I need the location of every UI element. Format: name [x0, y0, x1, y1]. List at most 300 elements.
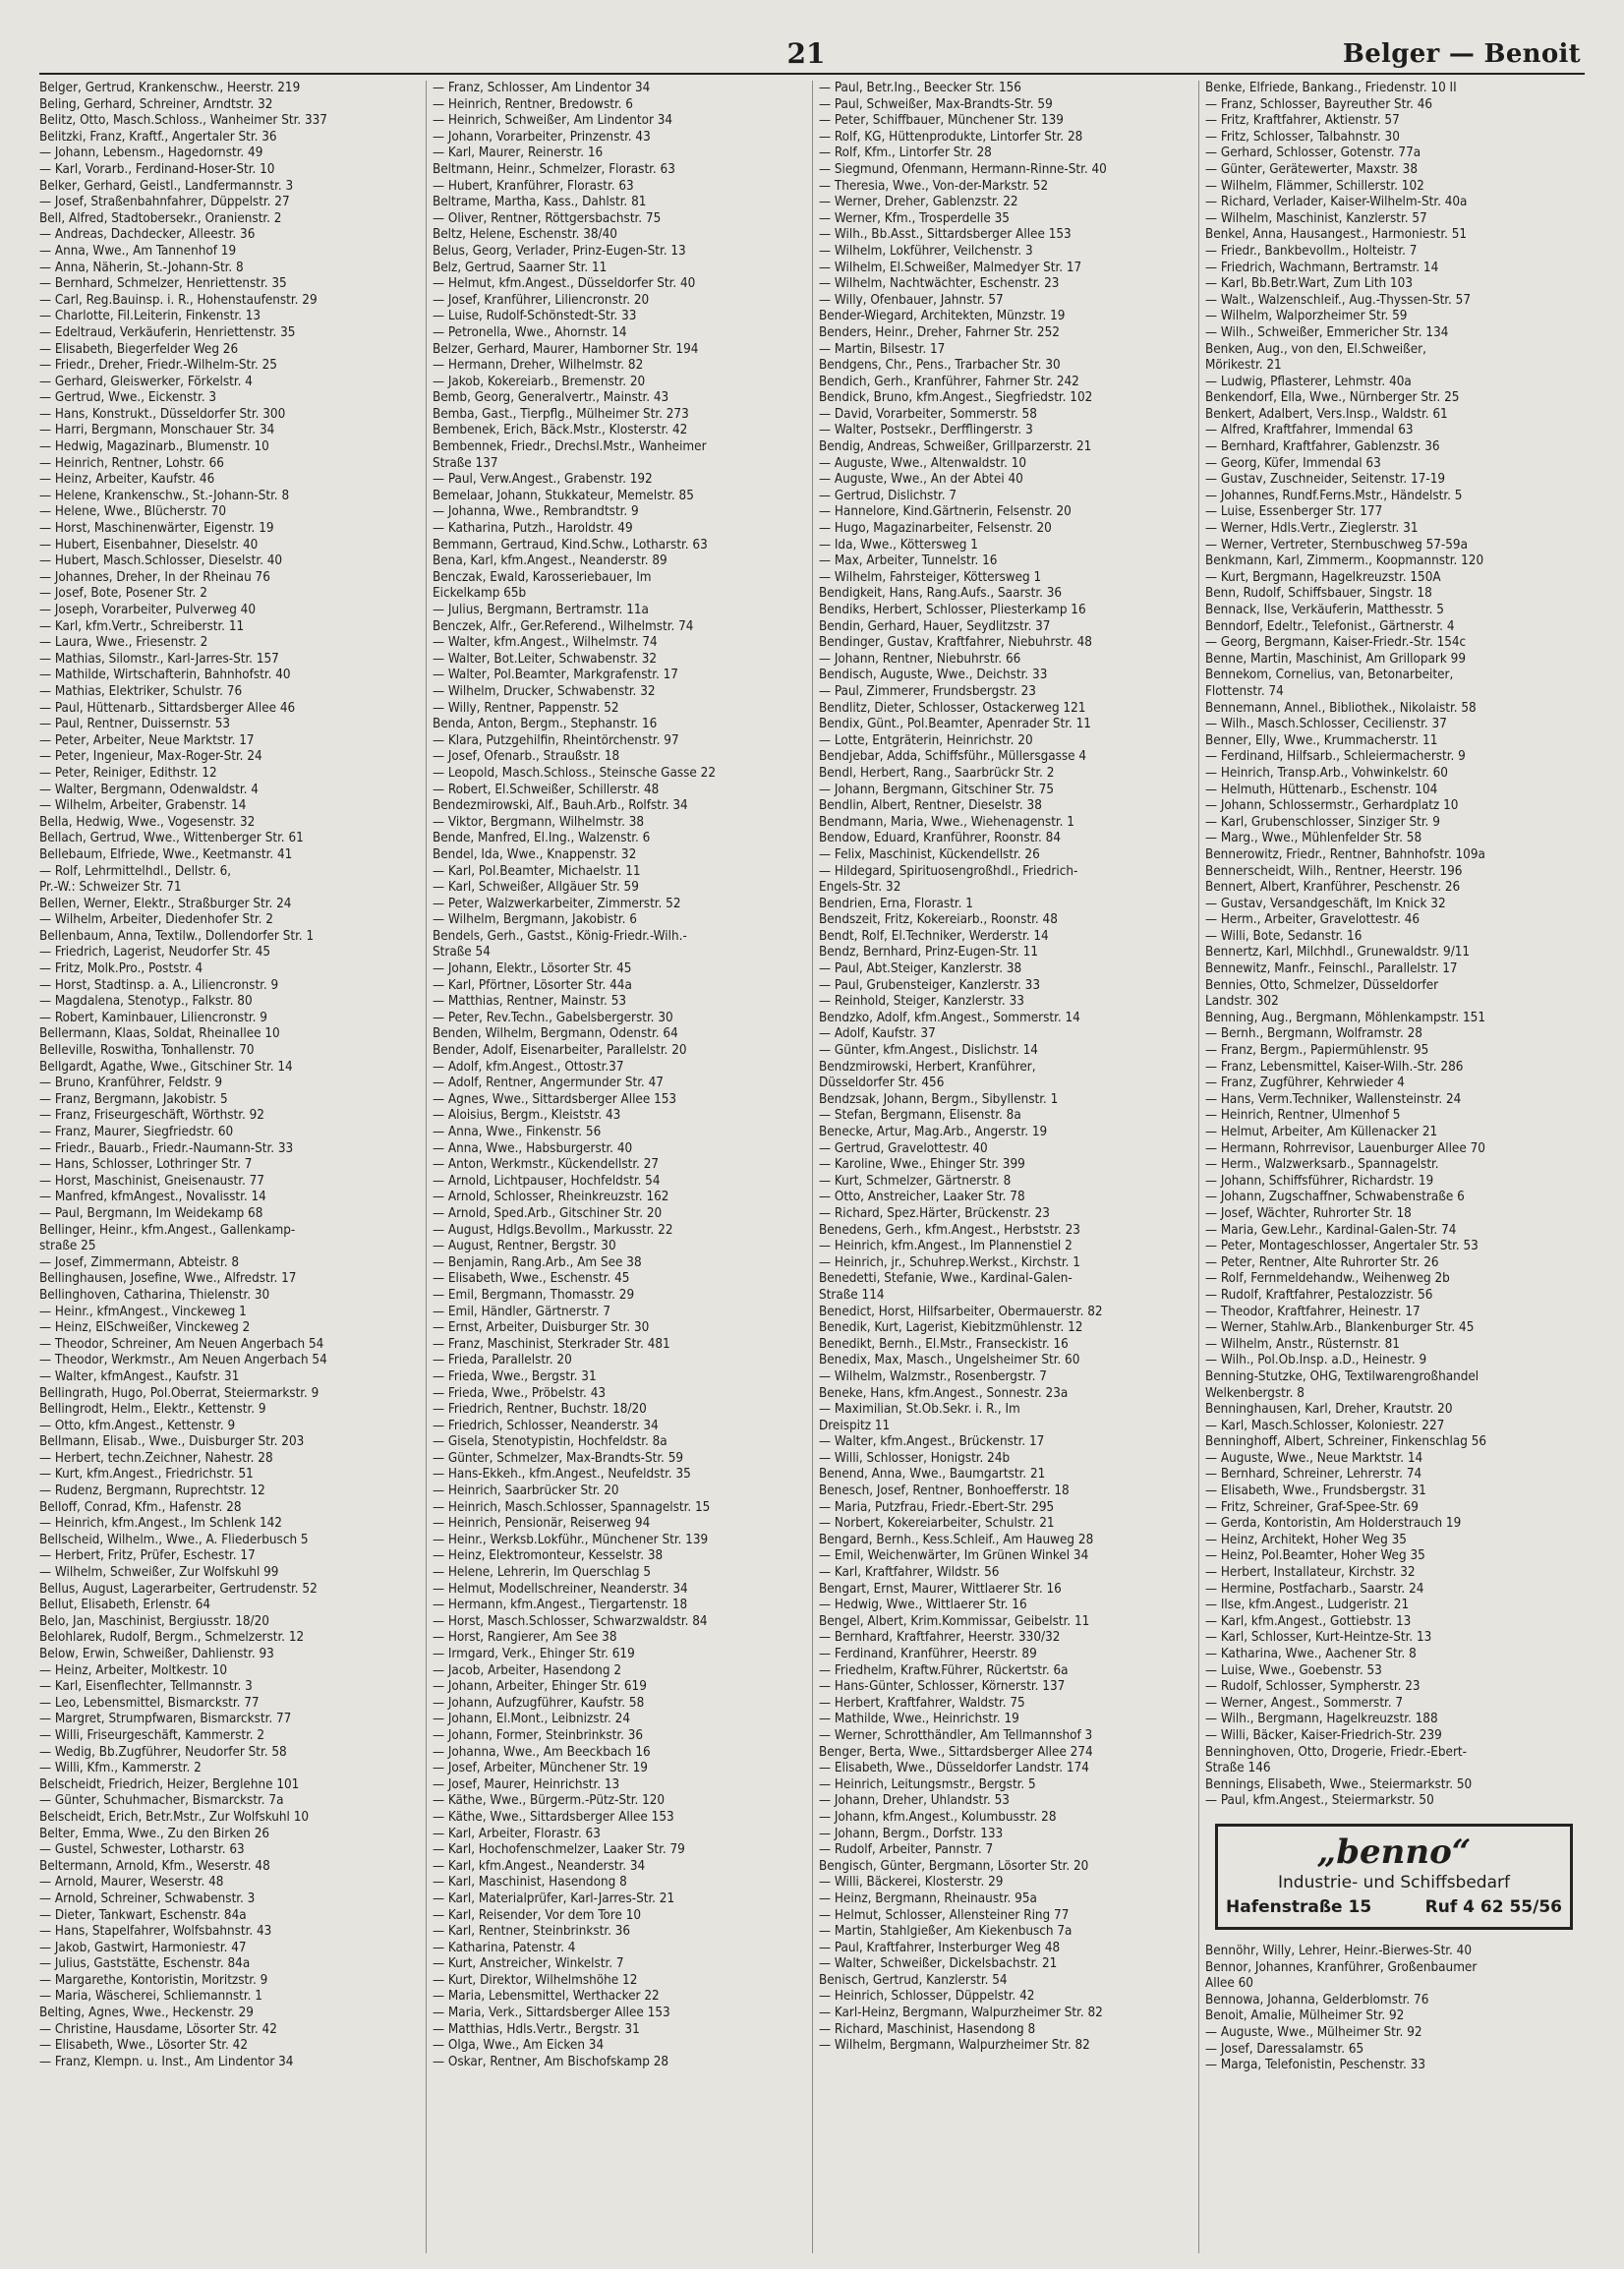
- directory-entry: — Lotte, Entgräterin, Heinrichstr. 20: [819, 732, 1033, 748]
- directory-entry: — Anton, Werkmstr., Kückendellstr. 27: [433, 1157, 660, 1173]
- directory-entry: — Arnold, Schlosser, Rheinkreuzstr. 162: [433, 1190, 669, 1205]
- directory-entry: — Charlotte, Fil.Leiterin, Finkenstr. 13: [39, 309, 261, 324]
- directory-entry: Bendzmirowski, Herbert, Kranführer,: [819, 1059, 1036, 1075]
- directory-entry: Benninghoven, Otto, Drogerie, Friedr.-Ebert-: [1205, 1744, 1467, 1760]
- directory-entry: — Wilhelm, Bergmann, Jakobistr. 6: [433, 912, 637, 928]
- directory-entry: — Franz, Schlosser, Am Lindentor 34: [433, 81, 651, 95]
- directory-entry: Bendlin, Albert, Rentner, Dieselstr. 38: [819, 798, 1042, 814]
- directory-entry: — Karl, Materialprüfer, Karl-Jarres-Str. 21: [433, 1891, 675, 1906]
- directory-entry: Benke, Elfriede, Bankang., Friedenstr. 10 II: [1205, 81, 1457, 95]
- running-header: Belger — Benoit: [1342, 39, 1581, 69]
- directory-entry: — Marga, Telefonistin, Peschenstr. 33: [1205, 2058, 1426, 2073]
- directory-entry: Benczak, Ewald, Karosseriebauer, Im: [433, 569, 652, 585]
- directory-entry: Engels-Str. 32: [819, 880, 901, 896]
- directory-entry: — Auguste, Wwe., Neue Marktstr. 14: [1205, 1450, 1423, 1466]
- directory-entry: Beltermann, Arnold, Kfm., Weserstr. 48: [39, 1858, 270, 1874]
- directory-entry: — Josef, Maurer, Heinrichstr. 13: [433, 1776, 620, 1792]
- directory-entry: — Heinr., Werksb.Lokführ., Münchener Str. 139: [433, 1532, 709, 1547]
- directory-entry: — Karl, Eisenflechter, Tellmannstr. 3: [39, 1679, 253, 1695]
- directory-entry: — Horst, Stadtinsp. a. A., Liliencronstr. 9: [39, 977, 279, 993]
- directory-entry: — Wilhelm, Walzmstr., Rosenbergstr. 7: [819, 1368, 1047, 1384]
- column-3: [812, 81, 1198, 2253]
- directory-entry: — Franz, Maschinist, Sterkrader Str. 481: [433, 1336, 670, 1352]
- directory-entry: — Peter, Rev.Techn., Gabelsbergerstr. 30: [433, 1010, 673, 1025]
- page-number: 21: [786, 37, 826, 70]
- directory-entry: Belo, Jan, Maschinist, Bergiusstr. 18/20: [39, 1613, 269, 1629]
- directory-entry: — Horst, Rangierer, Am See 38: [433, 1630, 617, 1646]
- directory-entry: — Günter, Schuhmacher, Bismarckstr. 7a: [39, 1793, 284, 1809]
- directory-entry: — Paul, Schweißer, Max-Brandts-Str. 59: [819, 96, 1053, 112]
- directory-entry: Belus, Georg, Verlader, Prinz-Eugen-Str. 13: [433, 243, 686, 259]
- directory-entry: Bengart, Ernst, Maurer, Wittlaerer Str. 16: [819, 1581, 1062, 1597]
- directory-entry: — Heinr., kfmAngest., Vinckeweg 1: [39, 1304, 247, 1319]
- directory-entry: Benisch, Gertrud, Kanzlerstr. 54: [819, 1972, 1008, 1988]
- directory-entry: — Theodor, Werkmstr., Am Neuen Angerbach 54: [39, 1353, 327, 1368]
- directory-entry: Bendisch, Auguste, Wwe., Deichstr. 33: [819, 668, 1048, 683]
- directory-entry: — Bruno, Kranführer, Feldstr. 9: [39, 1076, 223, 1091]
- directory-entry: — Karl, Hochofenschmelzer, Laaker Str. 79: [433, 1842, 685, 1858]
- directory-entry: Flottenstr. 74: [1205, 683, 1284, 699]
- directory-entry: — Richard, Verlader, Kaiser-Wilhelm-Str. 40a: [1205, 195, 1468, 210]
- directory-entry: — Heinrich, jr., Schuhrep.Werkst., Kirchstr. 1: [819, 1254, 1080, 1270]
- directory-entry: — Julius, Bergmann, Bertramstr. 11a: [433, 603, 649, 617]
- directory-entry: Beneke, Hans, kfm.Angest., Sonnestr. 23a: [819, 1385, 1069, 1401]
- directory-entry: — Karl-Heinz, Bergmann, Walpurzheimer Str. 82: [819, 2006, 1103, 2021]
- directory-entry: Straße 146: [1205, 1761, 1271, 1776]
- directory-entry: — Hans, Konstrukt., Düsseldorfer Str. 300: [39, 406, 286, 422]
- directory-entry: — Werner, Vertreter, Sternbuschweg 57-59a: [1205, 537, 1468, 553]
- directory-entry: — Luise, Wwe., Goebenstr. 53: [1205, 1662, 1382, 1678]
- directory-entry: — Wilh., Bb.Asst., Sittardsberger Allee 153: [819, 227, 1072, 243]
- directory-entry: — Wilhelm, Lokführer, Veilchenstr. 3: [819, 243, 1033, 259]
- directory-entry: — Oskar, Rentner, Am Bischofskamp 28: [433, 2054, 669, 2069]
- directory-entry: — Gertrud, Dislichstr. 7: [819, 488, 957, 503]
- directory-entry: — Matthias, Rentner, Mainstr. 53: [433, 994, 627, 1010]
- directory-entry: — Karl, Maschinist, Hasendong 8: [433, 1875, 627, 1891]
- directory-entry: Bende, Manfred, El.Ing., Walzenstr. 6: [433, 831, 651, 846]
- directory-entry: — Alfred, Kraftfahrer, Immendal 63: [1205, 423, 1414, 438]
- directory-entry: Benend, Anna, Wwe., Baumgartstr. 21: [819, 1467, 1046, 1483]
- directory-entry: — Elisabeth, Biegerfelder Weg 26: [39, 341, 239, 357]
- directory-entry: — Heinz, Arbeiter, Kaufstr. 46: [39, 472, 215, 488]
- directory-entry: — Frieda, Wwe., Pröbelstr. 43: [433, 1385, 607, 1401]
- directory-entry: — Walter, Bot.Leiter, Schwabenstr. 32: [433, 651, 658, 667]
- directory-entry: Bendick, Bruno, kfm.Angest., Siegfriedstr. 102: [819, 390, 1093, 406]
- directory-entry: — Willi, Bäcker, Kaiser-Friedrich-Str. 239: [1205, 1727, 1442, 1743]
- directory-entry: Bendlitz, Dieter, Schlosser, Ostackerweg 121: [819, 700, 1086, 716]
- directory-entry: — Paul, Abt.Steiger, Kanzlerstr. 38: [819, 961, 1022, 977]
- directory-entry: — Frieda, Wwe., Bergstr. 31: [433, 1368, 597, 1384]
- directory-entry: — Friedrich, Schlosser, Neanderstr. 34: [433, 1418, 659, 1433]
- directory-entry: Bendich, Gerh., Kranführer, Fahrner Str. 242: [819, 374, 1079, 389]
- directory-entry: — Elisabeth, Wwe., Düsseldorfer Landstr. 174: [819, 1761, 1089, 1776]
- directory-entry: — Rudolf, Kraftfahrer, Pestalozzistr. 56: [1205, 1287, 1433, 1303]
- directory-entry: — Heinrich, Leitungsmstr., Bergstr. 5: [819, 1776, 1036, 1792]
- directory-entry: Bendgens, Chr., Pens., Trarbacher Str. 30: [819, 358, 1061, 374]
- directory-entry: — Martin, Stahlgießer, Am Kiekenbusch 7a: [819, 1924, 1073, 1940]
- directory-entry: — Wilhelm, Schweißer, Zur Wolfskuhl 99: [39, 1565, 279, 1581]
- directory-entry: — Willy, Ofenbauer, Jahnstr. 57: [819, 292, 1004, 308]
- directory-entry: — Peter, Reiniger, Edithstr. 12: [39, 765, 217, 781]
- directory-entry: — Wilh., Masch.Schlosser, Cecilienstr. 37: [1205, 717, 1447, 732]
- directory-entry: Benning, Aug., Bergmann, Möhlenkampstr. 151: [1205, 1010, 1485, 1025]
- directory-entry: Bendigkeit, Hans, Rang.Aufs., Saarstr. 36: [819, 586, 1063, 602]
- directory-entry: — Frieda, Parallelstr. 20: [433, 1353, 572, 1368]
- directory-entry: — Edeltraud, Verkäuferin, Henriettenstr. 35: [39, 324, 296, 340]
- directory-entry: — Horst, Maschinenwärter, Eigenstr. 19: [39, 521, 274, 537]
- directory-entry: — Walter, kfm.Angest., Wilhelmstr. 74: [433, 635, 658, 651]
- directory-entry: — Helmut, Schlosser, Allensteiner Ring 77: [819, 1907, 1070, 1923]
- directory-entry: — Gerda, Kontoristin, Am Holderstrauch 19: [1205, 1516, 1462, 1532]
- directory-entry: — Maria, Lebensmittel, Werthacker 22: [433, 1989, 660, 2005]
- directory-entry: — Herbert, Kraftfahrer, Waldstr. 75: [819, 1695, 1025, 1711]
- directory-entry: — Friedr., Dreher, Friedr.-Wilhelm-Str. 25: [39, 358, 277, 374]
- ad-address: Hafenstraße 15: [1226, 1896, 1372, 1917]
- directory-entry: — Gertrud, Wwe., Eickenstr. 3: [39, 390, 217, 406]
- directory-entry: Benczek, Alfr., Ger.Referend., Wilhelmstr. 74: [433, 618, 694, 634]
- directory-entry: — Hannelore, Kind.Gärtnerin, Felsenstr. 20: [819, 504, 1072, 520]
- directory-entry: Straße 137: [433, 455, 498, 471]
- directory-entry: — Paul, Kraftfahrer, Insterburger Weg 48: [819, 1940, 1061, 1955]
- directory-entry: Bennies, Otto, Schmelzer, Düsseldorfer: [1205, 977, 1439, 993]
- directory-entry: — Willy, Rentner, Pappenstr. 52: [433, 700, 619, 716]
- directory-entry: Dreispitz 11: [819, 1418, 891, 1433]
- directory-entry: — Otto, kfm.Angest., Kettenstr. 9: [39, 1418, 236, 1433]
- directory-entry: — Heinrich, kfm.Angest., Im Plannenstiel 2: [819, 1239, 1073, 1254]
- directory-entry: Pr.-W.: Schweizer Str. 71: [39, 880, 182, 896]
- directory-entry: — Wilh., Schweißer, Emmericher Str. 134: [1205, 324, 1449, 340]
- directory-entry: — Paul, Zimmerer, Frundsbergstr. 23: [819, 683, 1036, 699]
- directory-entry: — Luise, Essenberger Str. 177: [1205, 504, 1383, 520]
- directory-entry: — Katharina, Patenstr. 4: [433, 1940, 576, 1955]
- directory-entry: — Wilhelm, Flämmer, Schillerstr. 102: [1205, 178, 1424, 194]
- directory-entry: Bembennek, Friedr., Drechsl.Mstr., Wanheimer: [433, 439, 707, 455]
- directory-entry: — Karl, Vorarb., Ferdinand-Hoser-Str. 10: [39, 161, 275, 177]
- directory-entry: — Heinz, Arbeiter, Moltkestr. 10: [39, 1662, 228, 1678]
- directory-entry: — Anna, Wwe., Am Tannenhof 19: [39, 243, 237, 259]
- directory-entry: — Karl, Arbeiter, Florastr. 63: [433, 1826, 601, 1841]
- directory-entry: — Magdalena, Stenotyp., Falkstr. 80: [39, 994, 253, 1010]
- directory-entry: — Elisabeth, Wwe., Lösorter Str. 42: [39, 2038, 248, 2054]
- directory-entry: Landstr. 302: [1205, 994, 1279, 1010]
- directory-entry: — Heinz, Pol.Beamter, Hoher Weg 35: [1205, 1548, 1425, 1564]
- directory-entry: — Arnold, Sped.Arb., Gitschiner Str. 20: [433, 1205, 663, 1221]
- directory-entry: — Emil, Bergmann, Thomasstr. 29: [433, 1287, 635, 1303]
- directory-entry: Belloff, Conrad, Kfm., Hafenstr. 28: [39, 1499, 242, 1515]
- directory-entry: — Peter, Ingenieur, Max-Roger-Str. 24: [39, 749, 262, 765]
- directory-entry: — Johann, kfm.Angest., Kolumbusstr. 28: [819, 1809, 1057, 1825]
- directory-entry: — Franz, Zugführer, Kehrwieder 4: [1205, 1076, 1405, 1091]
- directory-entry: — Andreas, Dachdecker, Alleestr. 36: [39, 227, 256, 243]
- directory-entry: — Ida, Wwe., Köttersweg 1: [819, 537, 978, 553]
- directory-entry: — Auguste, Wwe., Altenwaldstr. 10: [819, 455, 1027, 471]
- directory-entry: — Herbert, techn.Zeichner, Nahestr. 28: [39, 1450, 273, 1466]
- directory-entry: Mörikestr. 21: [1205, 358, 1282, 374]
- directory-entry: — Mathilde, Wwe., Heinrichstr. 19: [819, 1712, 1019, 1727]
- directory-entry: — Karl, Bb.Betr.Wart, Zum Lith 103: [1205, 276, 1413, 292]
- directory-entry: — Friedhelm, Kraftw.Führer, Rückertstr. 6a: [819, 1662, 1069, 1678]
- directory-entry: — Richard, Maschinist, Hasendong 8: [819, 2021, 1036, 2037]
- directory-entry: — Maria, Wäscherei, Schliemannstr. 1: [39, 1989, 262, 2005]
- directory-entry: — Gustav, Versandgeschäft, Im Knick 32: [1205, 896, 1446, 911]
- directory-entry: Benkel, Anna, Hausangest., Harmoniestr. 51: [1205, 227, 1468, 243]
- directory-entry: Bendinger, Gustav, Kraftfahrer, Niebuhrstr. 48: [819, 635, 1092, 651]
- directory-entry: Bellgardt, Agathe, Wwe., Gitschiner Str. 14: [39, 1059, 293, 1075]
- directory-entry: — Hubert, Eisenbahner, Dieselstr. 40: [39, 537, 259, 553]
- directory-entry: — Rudolf, Schlosser, Sympherstr. 23: [1205, 1679, 1421, 1695]
- directory-entry: — Kurt, kfm.Angest., Friedrichstr. 51: [39, 1467, 254, 1483]
- directory-entry: — Friedr., Bankbevollm., Holteistr. 7: [1205, 243, 1418, 259]
- directory-entry: — Gisela, Stenotypistin, Hochfeldstr. 8a: [433, 1434, 667, 1450]
- directory-entry: — August, Rentner, Bergstr. 30: [433, 1239, 616, 1254]
- directory-entry: — Emil, Weichenwärter, Im Grünen Winkel 34: [819, 1548, 1089, 1564]
- directory-entry: Bendszeit, Fritz, Kokereiarb., Roonstr. 48: [819, 912, 1058, 928]
- directory-entry: — Robert, Kaminbauer, Liliencronstr. 9: [39, 1010, 267, 1025]
- directory-entry: — Felix, Maschinist, Kückendellstr. 26: [819, 846, 1040, 862]
- directory-entry: — Martin, Bilsestr. 17: [819, 341, 946, 357]
- directory-entry: Benedix, Max, Masch., Ungelsheimer Str. 60: [819, 1353, 1080, 1368]
- directory-entry: — Georg, Küfer, Immendal 63: [1205, 455, 1381, 471]
- directory-entry: — Helmut, Arbeiter, Am Küllenacker 21: [1205, 1125, 1438, 1139]
- directory-entry: — Karl, Pol.Beamter, Michaelstr. 11: [433, 863, 641, 879]
- directory-entry: — Johann, Aufzugführer, Kaufstr. 58: [433, 1695, 645, 1711]
- directory-entry: — Johann, Vorarbeiter, Prinzenstr. 43: [433, 129, 651, 145]
- directory-entry: Bendels, Gerh., Gastst., König-Friedr.-Wilh.-: [433, 928, 687, 944]
- column-4-entries: [1205, 81, 1579, 1810]
- directory-entry: Beltrame, Martha, Kass., Dahlstr. 81: [433, 195, 647, 210]
- directory-entry: — Rolf, Kfm., Lintorfer Str. 28: [819, 145, 992, 161]
- directory-entry: Düsseldorfer Str. 456: [819, 1076, 945, 1091]
- directory-entry: — Rudenz, Bergmann, Ruprechtstr. 12: [39, 1484, 265, 1499]
- directory-entry: Bendrien, Erna, Florastr. 1: [819, 896, 973, 911]
- directory-entry: — Helmuth, Hüttenarb., Eschenstr. 104: [1205, 782, 1438, 797]
- directory-entry: — Peter, Montageschlosser, Angertaler Str. 53: [1205, 1239, 1479, 1254]
- directory-entry: — Petronella, Wwe., Ahornstr. 14: [433, 324, 627, 340]
- directory-entry: — Jakob, Kokereiarb., Bremenstr. 20: [433, 374, 646, 389]
- directory-entry: — Karl, Schlosser, Kurt-Heintze-Str. 13: [1205, 1630, 1432, 1646]
- directory-entry: — Josef, Kranführer, Liliencronstr. 20: [433, 292, 650, 308]
- directory-entry: — Heinrich, Rentner, Bredowstr. 6: [433, 96, 633, 112]
- directory-entry: — Josef, Wächter, Ruhrorter Str. 18: [1205, 1205, 1412, 1221]
- directory-entry: Bennewitz, Manfr., Feinschl., Parallelstr. 17: [1205, 961, 1458, 977]
- directory-entry: — Helmut, Modellschreiner, Neanderstr. 34: [433, 1581, 688, 1597]
- directory-entry: Bendezmirowski, Alf., Bauh.Arb., Rolfstr. 34: [433, 798, 688, 814]
- directory-entry: — Ferdinand, Kranführer, Heerstr. 89: [819, 1647, 1037, 1661]
- directory-entry: Benedict, Horst, Hilfsarbeiter, Obermauerstr. 82: [819, 1304, 1103, 1319]
- directory-entry: — Walter, Postsekr., Derfflingerstr. 3: [819, 423, 1033, 438]
- directory-entry: — Heinrich, Schweißer, Am Lindentor 34: [433, 113, 673, 129]
- directory-entry: — Helene, Lehrerin, Im Querschlag 5: [433, 1565, 651, 1581]
- directory-entry: Belz, Gertrud, Saarner Str. 11: [433, 260, 608, 275]
- directory-entry: — Peter, Rentner, Alte Ruhrorter Str. 26: [1205, 1254, 1439, 1270]
- directory-entry: — Rolf, Fernmeldehandw., Weihenweg 2b: [1205, 1271, 1450, 1287]
- directory-entry: — Laura, Wwe., Friesenstr. 2: [39, 635, 208, 651]
- directory-entry: — Gustel, Schwester, Lotharstr. 63: [39, 1842, 245, 1858]
- directory-entry: — Karl, Grubenschlosser, Sinziger Str. 9: [1205, 814, 1440, 830]
- directory-entry: Bendow, Eduard, Kranführer, Roonstr. 84: [819, 831, 1062, 846]
- directory-entry: Bengard, Bernh., Kess.Schleif., Am Hauweg 28: [819, 1532, 1094, 1547]
- directory-entry: — Wilhelm, El.Schweißer, Malmedyer Str. 17: [819, 260, 1082, 275]
- directory-entry: — Karl, kfm.Vertr., Schreiberstr. 11: [39, 618, 245, 634]
- directory-entry: — Wilh., Bergmann, Hagelkreuzstr. 188: [1205, 1712, 1438, 1727]
- directory-entry: — Margarethe, Kontoristin, Moritzstr. 9: [39, 1972, 268, 1988]
- directory-entry: — Heinrich, Rentner, Lohstr. 66: [39, 455, 224, 471]
- directory-entry: — Auguste, Wwe., Mülheimer Str. 92: [1205, 2024, 1422, 2040]
- directory-entry: — Karl, Maurer, Reinerstr. 16: [433, 145, 604, 161]
- directory-entry: Bemb, Georg, Generalvertr., Mainstr. 43: [433, 390, 669, 406]
- directory-entry: — Anna, Wwe., Habsburgerstr. 40: [433, 1140, 633, 1156]
- directory-entry: — Klara, Putzgehilfin, Rheintörchenstr. 97: [433, 732, 679, 748]
- directory-entry: Belker, Gerhard, Geistl., Landfermannstr. 3: [39, 178, 294, 194]
- directory-entry: — Werner, Kfm., Trosperdelle 35: [819, 210, 1010, 226]
- directory-entry: Benning-Stutzke, OHG, Textilwarengroßhandel: [1205, 1368, 1479, 1384]
- directory-entry: Welkenbergstr. 8: [1205, 1385, 1305, 1401]
- directory-entry: — Johannes, Rundf.Ferns.Mstr., Händelstr. 5: [1205, 488, 1463, 503]
- directory-entry: — Wilhelm, Bergmann, Walpurzheimer Str. 82: [819, 2038, 1090, 2054]
- directory-entry: — Josef, Arbeiter, Münchener Str. 19: [433, 1761, 648, 1776]
- directory-entry: — Johann, El.Mont., Leibnizstr. 24: [433, 1712, 631, 1727]
- directory-entry: — Theodor, Schreiner, Am Neuen Angerbach 54: [39, 1336, 324, 1352]
- directory-entry: — Maria, Verk., Sittardsberger Allee 153: [433, 2006, 670, 2021]
- directory-entry: — Walter, Pol.Beamter, Markgrafenstr. 17: [433, 668, 678, 683]
- directory-entry: Bennowa, Johanna, Gelderblomstr. 76: [1205, 1992, 1429, 2007]
- directory-entry: Bendin, Gerhard, Hauer, Seydlitzstr. 37: [819, 618, 1051, 634]
- directory-entry: — Heinrich, kfm.Angest., Im Schlenk 142: [39, 1516, 282, 1532]
- directory-entry: — Peter, Schiffbauer, Münchener Str. 139: [819, 113, 1064, 129]
- directory-entry: — Walter, kfmAngest., Kaufstr. 31: [39, 1368, 240, 1384]
- directory-entry: — Käthe, Wwe., Bürgerm.-Pütz-Str. 120: [433, 1793, 666, 1809]
- directory-entry: — Wilhelm, Walporzheimer Str. 59: [1205, 309, 1408, 324]
- directory-entry: Belitz, Otto, Masch.Schloss., Wanheimer Str. 337: [39, 113, 327, 129]
- directory-entry: Bellebaum, Elfriede, Wwe., Keetmanstr. 41: [39, 846, 293, 862]
- directory-entry: Benders, Heinr., Dreher, Fahrner Str. 252: [819, 324, 1060, 340]
- directory-entry: Belger, Gertrud, Krankenschw., Heerstr. 219: [39, 81, 301, 95]
- directory-entry: — Siegmund, Ofenmann, Hermann-Rinne-Str. 40: [819, 161, 1107, 177]
- directory-entry: Bellenbaum, Anna, Textilw., Dollendorfer Str. 1: [39, 928, 315, 944]
- directory-entry: Bendmann, Maria, Wwe., Wiehenagenstr. 1: [819, 814, 1074, 830]
- directory-entry: — Mathias, Silomstr., Karl-Jarres-Str. 157: [39, 651, 279, 667]
- directory-entry: — Carl, Reg.Bauinsp. i. R., Hohenstaufenstr. 29: [39, 292, 318, 308]
- directory-entry: Benesch, Josef, Rentner, Bonhoefferstr. 18: [819, 1484, 1070, 1499]
- directory-entry: — Karl, kfm.Angest., Gottiebstr. 13: [1205, 1613, 1412, 1629]
- directory-entry: Beling, Gerhard, Schreiner, Arndtstr. 32: [39, 96, 273, 112]
- directory-entry: — Max, Arbeiter, Tunnelstr. 16: [819, 553, 998, 569]
- directory-entry: — Wilhelm, Arbeiter, Grabenstr. 14: [39, 798, 247, 814]
- directory-entry: — Hans, Verm.Techniker, Wallensteinstr. 24: [1205, 1091, 1462, 1107]
- directory-entry: Bembenek, Erich, Bäck.Mstr., Klosterstr. 42: [433, 423, 688, 438]
- directory-entry: — Elisabeth, Wwe., Frundsbergstr. 31: [1205, 1484, 1426, 1499]
- directory-entry: — Paul, Betr.Ing., Beecker Str. 156: [819, 81, 1021, 95]
- directory-entry: — Hedwig, Magazinarb., Blumenstr. 10: [39, 439, 269, 455]
- directory-entry: — Franz, Klempn. u. Inst., Am Lindentor 34: [39, 2054, 294, 2069]
- directory-entry: — Katharina, Putzh., Haroldstr. 49: [433, 521, 633, 537]
- directory-entry: straße 25: [39, 1239, 96, 1254]
- directory-entry: — David, Vorarbeiter, Sommerstr. 58: [819, 406, 1037, 422]
- directory-entry: Belzer, Gerhard, Maurer, Hamborner Str. 194: [433, 341, 699, 357]
- column-1: [39, 81, 426, 2253]
- ad-phone: Ruf 4 62 55/56: [1424, 1896, 1562, 1917]
- directory-entry: — Heinrich, Transp.Arb., Vohwinkelstr. 60: [1205, 765, 1448, 781]
- directory-entry: Benoit, Amalie, Mülheimer Str. 92: [1205, 2008, 1405, 2024]
- directory-entry: Benninghoff, Albert, Schreiner, Finkenschlag 56: [1205, 1434, 1487, 1450]
- directory-entry: — Hermann, kfm.Angest., Tiergartenstr. 18: [433, 1598, 688, 1613]
- directory-entry: Benden, Wilhelm, Bergmann, Odenstr. 64: [433, 1026, 678, 1042]
- directory-entry: — Hans-Günter, Schlosser, Körnerstr. 137: [819, 1679, 1066, 1695]
- directory-entry: — Leo, Lebensmittel, Bismarckstr. 77: [39, 1695, 260, 1711]
- directory-entry: Allee 60: [1205, 1976, 1253, 1992]
- directory-entry: — Friedrich, Lagerist, Neudorfer Str. 45: [39, 945, 271, 960]
- directory-entry: — Kurt, Direktor, Wilhelmshöhe 12: [433, 1972, 638, 1988]
- directory-entry: — Ernst, Arbeiter, Duisburger Str. 30: [433, 1320, 650, 1336]
- directory-entry: — Johann, Dreher, Uhlandstr. 53: [819, 1793, 1010, 1809]
- directory-entry: Beltmann, Heinr., Schmelzer, Florastr. 63: [433, 161, 675, 177]
- directory-entry: — Hans, Stapelfahrer, Wolfsbahnstr. 43: [39, 1924, 272, 1940]
- directory-entry: — Günter, Gerätewerter, Maxstr. 38: [1205, 161, 1418, 177]
- column-2: [426, 81, 812, 2253]
- directory-entry: Bellingrodt, Helm., Elektr., Kettenstr. 9: [39, 1402, 266, 1418]
- directory-entry: — Paul, kfm.Angest., Steiermarkstr. 50: [1205, 1793, 1434, 1809]
- directory-entry: — Karl, Kraftfahrer, Wildstr. 56: [819, 1565, 1000, 1581]
- directory-entry: — Kurt, Anstreicher, Winkelstr. 7: [433, 1956, 624, 1972]
- directory-entry: — Willi, Kfm., Kammerstr. 2: [39, 1761, 202, 1776]
- directory-entry: — Werner, Schrotthändler, Am Tellmannshof 3: [819, 1727, 1093, 1743]
- directory-entry: — Franz, Bergmann, Jakobistr. 5: [39, 1091, 228, 1107]
- directory-entry: Bellermann, Klaas, Soldat, Rheinallee 10: [39, 1026, 280, 1042]
- directory-entry: — Benjamin, Rang.Arb., Am See 38: [433, 1254, 642, 1270]
- directory-entry: — Theodor, Kraftfahrer, Heinestr. 17: [1205, 1304, 1421, 1319]
- directory-entry: — Rolf, KG, Hüttenprodukte, Lintorfer Str. 28: [819, 129, 1083, 145]
- column-4-entries-after-ad: [1205, 1944, 1579, 2074]
- directory-entry: — Hermann, Dreher, Wilhelmstr. 82: [433, 358, 644, 374]
- directory-entry: — Harri, Bergmann, Monschauer Str. 34: [39, 423, 275, 438]
- directory-entry: Bemmann, Gertraud, Kind.Schw., Lotharstr. 63: [433, 537, 708, 553]
- directory-entry: — Friedr., Bauarb., Friedr.-Naumann-Str. 33: [39, 1140, 294, 1156]
- directory-entry: Bendl, Herbert, Rang., Saarbrückr Str. 2: [819, 765, 1055, 781]
- directory-entry: Bendzsak, Johann, Bergm., Sibyllenstr. 1: [819, 1091, 1059, 1107]
- directory-entry: — Viktor, Bergmann, Wilhelmstr. 38: [433, 814, 645, 830]
- directory-entry: — Herbert, Fritz, Prüfer, Eschestr. 17: [39, 1548, 256, 1564]
- directory-entry: Belitzki, Franz, Kraftf., Angertaler Str. 36: [39, 129, 277, 145]
- directory-entry: — Heinz, Bergmann, Rheinaustr. 95a: [819, 1891, 1037, 1906]
- directory-entry: — Paul, Verw.Angest., Grabenstr. 192: [433, 472, 653, 488]
- directory-entry: — Wilhelm, Maschinist, Kanzlerstr. 57: [1205, 210, 1427, 226]
- directory-entry: Bendix, Günt., Pol.Beamter, Apenrader Str. 11: [819, 717, 1091, 732]
- directory-entry: Benn, Rudolf, Schiffsbauer, Singstr. 18: [1205, 586, 1432, 602]
- directory-entry: — Bernhard, Schreiner, Lehrerstr. 74: [1205, 1467, 1422, 1483]
- directory-entry: Bendt, Rolf, El.Techniker, Werderstr. 14: [819, 928, 1049, 944]
- directory-entry: Bena, Karl, kfm.Angest., Neanderstr. 89: [433, 553, 667, 569]
- directory-entry: — Werner, Dreher, Gablenzstr. 22: [819, 195, 1018, 210]
- directory-entry: — Wilhelm, Anstr., Rüsternstr. 81: [1205, 1336, 1400, 1352]
- directory-entry: — Hugo, Magazinarbeiter, Felsenstr. 20: [819, 521, 1052, 537]
- directory-entry: Benndorf, Edeltr., Telefonist., Gärtnerstr. 4: [1205, 618, 1455, 634]
- ad-logo: „benno“: [1316, 1832, 1472, 1872]
- directory-entry: Belscheidt, Erich, Betr.Mstr., Zur Wolfskuhl 10: [39, 1809, 310, 1825]
- directory-entry: — Hildegard, Spirituosengroßhdl., Friedrich-: [819, 863, 1078, 879]
- directory-entry: Bennack, Ilse, Verkäuferin, Matthesstr. 5: [1205, 603, 1444, 617]
- directory-entry: — Fritz, Kraftfahrer, Aktienstr. 57: [1205, 113, 1400, 129]
- directory-entry: Bell, Alfred, Stadtobersekr., Oranienstr. 2: [39, 210, 282, 226]
- column-4: [1198, 81, 1585, 2253]
- directory-entry: — Günter, Schmelzer, Max-Brandts-Str. 59: [433, 1450, 684, 1466]
- directory-entry: — Hubert, Kranführer, Florastr. 63: [433, 178, 634, 194]
- directory-entry: — Dieter, Tankwart, Eschenstr. 84a: [39, 1907, 247, 1923]
- directory-entry: — Heinz, ElSchweißer, Vinckeweg 2: [39, 1320, 251, 1336]
- directory-entry: Bella, Hedwig, Wwe., Vogesenstr. 32: [39, 814, 256, 830]
- directory-entry: — Johannes, Dreher, In der Rheinau 76: [39, 569, 270, 585]
- directory-entry: — Kurt, Bergmann, Hagelkreuzstr. 150A: [1205, 569, 1441, 585]
- directory-entry: — Maria, Putzfrau, Friedr.-Ebert-Str. 295: [819, 1499, 1055, 1515]
